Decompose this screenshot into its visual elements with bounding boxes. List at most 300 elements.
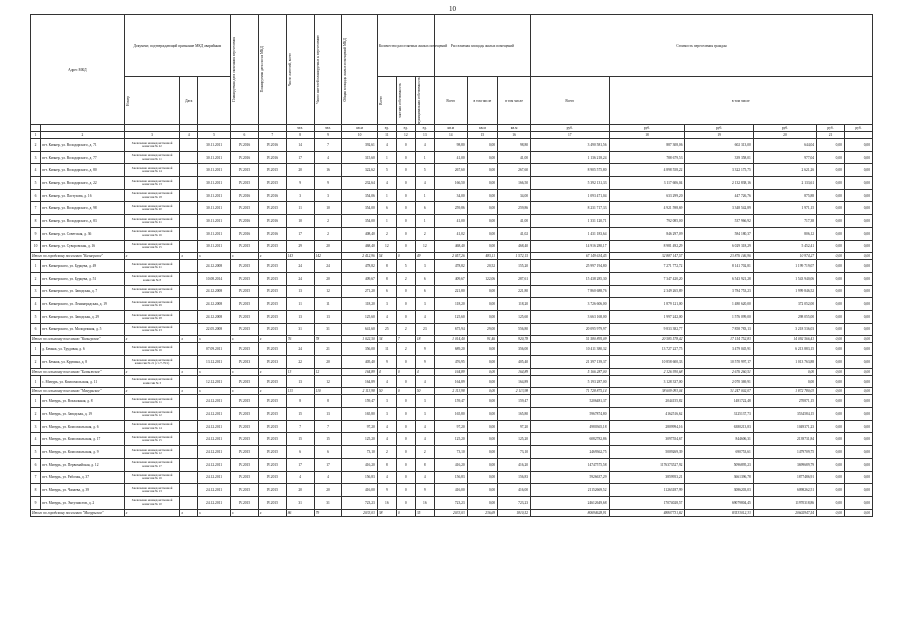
cell-ct: 15 438 285,30 [531, 272, 609, 285]
cell-c4: 0,00 [817, 253, 845, 260]
cell-at: 41,00 [434, 215, 467, 228]
cell-demol: IV.2015 [258, 343, 286, 356]
cell-num [180, 151, 198, 164]
cell-area: 392,61 [342, 139, 377, 152]
cell-date: 13.12.2011 [198, 356, 231, 369]
cell-c1: 2809994,16 [609, 420, 685, 433]
column-number: 1 [31, 132, 41, 139]
cell-addr: пгт. Мичурь, ул. Энтузиастов, д. 2 [41, 496, 125, 509]
cell-res2: 20 [314, 484, 342, 497]
cell-num [180, 189, 198, 202]
cell-plan: IV.2015 [231, 433, 259, 446]
cell-num [180, 202, 198, 215]
cell-plan: IV.2015 [231, 471, 259, 484]
cell-at: 478,82 [434, 260, 467, 273]
unit-cell: кв.м [342, 125, 377, 132]
table-header [31, 15, 873, 139]
cell-res2: 31 [314, 323, 342, 336]
cell-c2: 5096895,23 [685, 458, 753, 471]
cell-doc: Заключение межведомственной комиссии № 21 (с 1/7-79/1) [124, 356, 180, 369]
cell-ap: 0,00 [467, 139, 497, 152]
cell-c4: 0,00 [817, 240, 845, 253]
table-row [31, 227, 873, 240]
cell-plan: IV.2015 [231, 458, 259, 471]
cell-doc: Заключение межведомственной комиссии № 28 [124, 310, 180, 323]
cell-plan: IV.2015 [231, 177, 259, 190]
cell-c1: 1 879 121,00 [609, 298, 685, 311]
header-cost-total: Всего [531, 77, 609, 125]
column-number: 14 [434, 132, 467, 139]
cell-doc: Заключение межведомственной комиссии № 14 [124, 420, 180, 433]
cell-plan: IV.2015 [231, 240, 259, 253]
cell-am: 156,83 [498, 471, 531, 484]
cell-n: 4 [31, 433, 41, 446]
cell-rp: 0 [396, 471, 415, 484]
unit-cell: кв.м [467, 125, 497, 132]
cell-rt: 1 [377, 151, 396, 164]
cell-rm: 4 [415, 368, 434, 375]
cell-am: 405,40 [498, 356, 531, 369]
cell-c3: 5 452,41 [753, 240, 816, 253]
cell-plan: IV.2015 [231, 202, 259, 215]
cell-demol: IV.2015 [258, 285, 286, 298]
cell-label: Итого по городскому поселению "Кизнерское" [31, 253, 125, 260]
cell-rm: 12 [415, 240, 434, 253]
cell-n: 5 [31, 177, 41, 190]
cell-ct: 2469362,75 [531, 446, 609, 459]
cell-ap: 122,06 [467, 272, 497, 285]
cell-c3: 6098262,51 [753, 484, 816, 497]
cell-area: 356,00 [342, 343, 377, 356]
header-rooms-group: Количество расселяемых жилых помещений [377, 15, 434, 77]
cell-rt: 25 [377, 323, 396, 336]
cell-date: 07.09.2011 [198, 343, 231, 356]
table-row [31, 310, 873, 323]
cell-rm: 9 [415, 343, 434, 356]
column-number: 21 [817, 132, 845, 139]
cell-c5: 0,00 [844, 139, 872, 152]
cell-c5: 0,00 [844, 202, 872, 215]
cell-res: 20 [286, 164, 314, 177]
table-row [31, 139, 873, 152]
cell-area: 165,80 [342, 408, 377, 421]
cell-ct: 3 490 581,56 [531, 139, 609, 152]
cell-c2: 537 966,92 [685, 215, 753, 228]
header-rooms-private: частная собственность [397, 83, 402, 118]
cell-rt: 16 [377, 496, 396, 509]
cell-addr: пгт. Кизнерского, ул. Бурцева, д. 49 [41, 260, 125, 273]
cell-c4: 0,00 [817, 260, 845, 273]
cell-rp: 0 [396, 298, 415, 311]
unit-cell: чел. [314, 125, 342, 132]
cell-am: 416,20 [498, 458, 531, 471]
cell-c2: 3 322 175,75 [685, 164, 753, 177]
cell-at: 476,95 [434, 356, 467, 369]
cell-rt: 6 [377, 202, 396, 215]
table-row [31, 240, 873, 253]
cell-plan: x [231, 336, 259, 343]
cell-num [180, 177, 198, 190]
column-number: 2 [41, 132, 125, 139]
cell-area: 2 412,96 [342, 253, 377, 260]
cell-at: 34,00 [434, 189, 467, 202]
cell-n: 6 [31, 323, 41, 336]
cell-res2: 4 [314, 151, 342, 164]
cell-date: 12.12.2011 [198, 375, 231, 388]
cell-rp: 0 [396, 395, 415, 408]
cell-c4: 0,00 [817, 139, 845, 152]
cell-n: 4 [31, 164, 41, 177]
cell-c5: 0,00 [844, 395, 872, 408]
cell-c2: 1481722,48 [685, 395, 753, 408]
cell-c2: 2 132 838,16 [685, 177, 753, 190]
column-number: 5 [198, 132, 231, 139]
cell-ct: 5 193 287,00 [531, 375, 609, 388]
cell-c5: 0,00 [844, 471, 872, 484]
cell-num: x [180, 253, 198, 260]
cell-num [180, 484, 198, 497]
header-area-municipal: в том числе [498, 77, 531, 125]
cell-c5: 0,00 [844, 484, 872, 497]
cell-c1: 3097554,67 [609, 433, 685, 446]
cell-c3: 1479709,75 [753, 446, 816, 459]
cell-doc: Заключение межведомственной комиссии № 21 [124, 260, 180, 273]
cell-ap: 0,00 [467, 298, 497, 311]
cell-res: 9 [286, 177, 314, 190]
cell-c3: 977,04 [753, 151, 816, 164]
cell-doc: Заключение межведомственной комиссии № 13 [124, 177, 180, 190]
cell-am: 920,78 [498, 336, 531, 343]
cell-rt: 1 [377, 215, 396, 228]
cell-c3: 3699689,79 [753, 458, 816, 471]
cell-am: 73,10 [498, 446, 531, 459]
cell-demol: IV.2015 [258, 484, 286, 497]
cell-c1: 7 347 420,20 [609, 272, 685, 285]
cell-demol: IV.2015 [258, 202, 286, 215]
cell-addr: пгт. Кизнер, ул. Володарского, д. 98 [41, 202, 125, 215]
cell-am: 165,80 [498, 408, 531, 421]
cell-rm: 9 [415, 356, 434, 369]
cell-rt: 9 [377, 356, 396, 369]
cell-c2: 10 570 997,17 [685, 356, 753, 369]
header-doc-date: Дата [180, 77, 198, 125]
cell-c5: 0,00 [844, 388, 872, 395]
cell-c3: 1 971,15 [753, 202, 816, 215]
cell-n: 2 [31, 408, 41, 421]
cell-doc: Заключение межведомственной комиссии № 20 [124, 202, 180, 215]
cell-c4: 0,00 [817, 272, 845, 285]
cell-res: 31 [286, 323, 314, 336]
cell-res: 22 [286, 356, 314, 369]
cell-demol: x [258, 509, 286, 516]
cell-doc: x [124, 253, 180, 260]
cell-demol: IV.2015 [258, 496, 286, 509]
cell-c2: 83533012,33 [685, 509, 753, 516]
cell-n: 2 [31, 356, 41, 369]
cell-ct: 1 093 471,04 [531, 189, 609, 202]
cell-rm: 3 [415, 408, 434, 421]
cell-ap: 0,00 [467, 240, 497, 253]
cell-am: 287,61 [498, 272, 531, 285]
cell-c2: 690753,61 [685, 446, 753, 459]
cell-am: 259,86 [498, 202, 531, 215]
cell-demol: IV.2015 [258, 260, 286, 273]
cell-demol: x [258, 388, 286, 395]
cell-rt: 50 [377, 388, 396, 395]
cell-num: x [180, 368, 198, 375]
cell-c3: 644,04 [753, 139, 816, 152]
cell-res2: 11 [314, 298, 342, 311]
cell-rm: 49 [415, 253, 434, 260]
cell-c4: 0,00 [817, 484, 845, 497]
cell-demol: x [258, 336, 286, 343]
cell-area: 159,47 [342, 395, 377, 408]
cell-rt: 2 [377, 227, 396, 240]
cell-c1: 788 679,53 [609, 151, 685, 164]
cell-ct: 14 916 280,17 [531, 240, 609, 253]
table-row [31, 189, 873, 202]
cell-res2: 13 [314, 310, 342, 323]
cell-ct: 5 392 131,33 [531, 177, 609, 190]
unit-cell: руб. [531, 125, 609, 132]
column-numbers-row [31, 132, 873, 139]
cell-plan: IV.2015 [231, 323, 259, 336]
cell-c3: 20602947,54 [753, 509, 816, 516]
cell-rt: 9 [377, 484, 396, 497]
cell-res2: 142 [314, 253, 342, 260]
cell-rm: 1 [415, 215, 434, 228]
cell-date: 30.11.2011 [198, 227, 231, 240]
cell-ap: 29,00 [467, 323, 497, 336]
cell-n: 2 [31, 272, 41, 285]
cell-ap: 0,00 [467, 420, 497, 433]
header-residents-to-resettle: Число жителей планируемых к переселению [315, 35, 320, 104]
cell-c2: 6 543 921,28 [685, 272, 753, 285]
cell-rt: 34 [377, 336, 396, 343]
cell-addr: пгт. Кизнерского, ул. Молодежная, д. 5 [41, 323, 125, 336]
cell-rm: 4 [415, 139, 434, 152]
cell-c5: 0,00 [844, 298, 872, 311]
header-planned-end-date: Планируемая дата окончания переселения [232, 37, 237, 102]
cell-c1: 4 921 598,69 [609, 202, 685, 215]
cell-n: 7 [31, 471, 41, 484]
cell-am: 468,40 [498, 240, 531, 253]
table-row [31, 471, 873, 484]
cell-plan: IV.2015 [231, 343, 259, 356]
cell-addr: пгт. Мичурь, ул. Заводская, д. 19 [41, 408, 125, 421]
cell-rp: 2 [396, 343, 415, 356]
cell-rp: 0 [396, 227, 415, 240]
cell-plan: IV.2015 [231, 408, 259, 421]
cell-am: 125,60 [498, 310, 531, 323]
cell-am: 34,00 [498, 189, 531, 202]
cell-res: 76 [286, 336, 314, 343]
cell-res: 86 [286, 509, 314, 516]
cell-c2: 3 348 542,89 [685, 202, 753, 215]
table-row [31, 323, 873, 336]
cell-c4: 0,00 [817, 471, 845, 484]
cell-plan: IV.2016 [231, 227, 259, 240]
cell-res: 8 [286, 395, 314, 408]
cell-addr: пгт. Кизнер, ул. Суворовская, д. 16 [41, 240, 125, 253]
cell-am: 97,20 [498, 420, 531, 433]
cell-plan: x [231, 509, 259, 516]
cell-c4: 0,00 [817, 388, 845, 395]
cell-res: 113 [286, 388, 314, 395]
cell-rt: 8 [377, 458, 396, 471]
cell-c3: 14 092 566,41 [753, 336, 816, 343]
cell-at: 2 057,26 [434, 253, 467, 260]
unit-cell: руб. [817, 125, 845, 132]
cell-rt: 3 [377, 298, 396, 311]
cell-am: 2 113,98 [498, 388, 531, 395]
cell-demol: IV.2016 [258, 139, 286, 152]
cell-ct: 51 580 895,09 [531, 336, 609, 343]
cell-ap: 0,00 [467, 433, 497, 446]
cell-rm: 9 [415, 484, 434, 497]
unit-cell: руб. [609, 125, 685, 132]
cell-label: Итого по сельскому поселению "Бемыжское" [31, 368, 125, 375]
cell-rm: 2 [415, 446, 434, 459]
cell-res: 29 [286, 240, 314, 253]
cell-ap: 0,00 [467, 375, 497, 388]
cell-at: 416,20 [434, 458, 467, 471]
cell-rm: 4 [415, 177, 434, 190]
cell-c2: 584 180,37 [685, 227, 753, 240]
cell-date: 30.11.2011 [198, 177, 231, 190]
header-rooms-total: Всего [378, 96, 383, 105]
column-number: 12 [396, 132, 415, 139]
cell-plan: IV.2016 [231, 151, 259, 164]
cell-res: 143 [286, 253, 314, 260]
cell-c4: 0,00 [817, 177, 845, 190]
cell-res: 15 [286, 408, 314, 421]
cell-doc: Заключение межведомственной комиссии № 21 [124, 215, 180, 228]
header-doc-number: Номер [125, 95, 130, 106]
cell-res: 7 [286, 420, 314, 433]
cell-c3: 2 133,61 [753, 177, 816, 190]
cell-addr: пгт. Кизнер, ул. Пастухова, д. 16 [41, 189, 125, 202]
cell-rt: 5 [377, 164, 396, 177]
cell-c2: 339 358,01 [685, 151, 753, 164]
cell-c3: 717,38 [753, 215, 816, 228]
cell-n: 6 [31, 189, 41, 202]
cell-rm: 6 [415, 272, 434, 285]
column-number: 6 [231, 132, 259, 139]
cell-date: 24.12.2011 [198, 458, 231, 471]
cell-c4: 0,00 [817, 433, 845, 446]
cell-date: x [198, 368, 231, 375]
cell-num: x [180, 388, 198, 395]
cell-num [180, 240, 198, 253]
cell-area: 73,10 [342, 446, 377, 459]
cell-c1: 887 308,06 [609, 139, 685, 152]
cell-date: 24.12.2011 [198, 420, 231, 433]
cell-c2: 3 479 045,91 [685, 343, 753, 356]
cell-label: Итого по сельскому поселению "Кизнерское" [31, 336, 125, 343]
cell-doc: Заключение межведомственной комиссии № 29 [124, 298, 180, 311]
cell-ct: 5967874,80 [531, 408, 609, 421]
cell-am: 41,00 [498, 215, 531, 228]
cell-rt: 38 [377, 509, 396, 516]
cell-res2: 12 [314, 375, 342, 388]
cell-num [180, 420, 198, 433]
cell-demol: IV.2015 [258, 446, 286, 459]
column-number: 13 [415, 132, 434, 139]
cell-num [180, 272, 198, 285]
cell-plan: IV.2015 [231, 496, 259, 509]
cell-demol: x [258, 253, 286, 260]
cell-ap: 0,00 [467, 177, 497, 190]
cell-area: 354,06 [342, 189, 377, 202]
cell-res2: 12 [314, 368, 342, 375]
column-number: 3 [124, 132, 180, 139]
cell-date: 24.12.2011 [198, 395, 231, 408]
cell-ap: 485,11 [467, 253, 497, 260]
cell-rp: 5 [396, 260, 415, 273]
cell-c3: 0,00 [753, 368, 816, 375]
cell-addr: пгт. Мичурь, ул. Комсомольская, д. 6 [41, 420, 125, 433]
cell-n: 7 [31, 202, 41, 215]
cell-res: 4 [286, 471, 314, 484]
cell-date: 24.12.2008 [198, 260, 231, 273]
cell-area: 322,62 [342, 164, 377, 177]
cell-addr: пгт. Кизнер, ул. Советская, д. 36 [41, 227, 125, 240]
resettlement-register-table [30, 14, 873, 517]
cell-area: 118,20 [342, 298, 377, 311]
cell-ct: 3 663 168,00 [531, 310, 609, 323]
cell-c5: 0,00 [844, 272, 872, 285]
cell-c5: 0,00 [844, 227, 872, 240]
cell-rp: 0 [396, 408, 415, 421]
cell-ap: 20,52 [467, 260, 497, 273]
cell-c3: 1 013 763,88 [753, 356, 816, 369]
cell-rt: 1 [377, 189, 396, 202]
cell-demol: IV.2016 [258, 215, 286, 228]
cell-ap: 0,00 [467, 496, 497, 509]
cell-c3: 2 621,26 [753, 164, 816, 177]
cell-ct: 20 095 979,97 [531, 323, 609, 336]
cell-ct: 24612649,68 [531, 496, 609, 509]
cell-c5: 0,00 [844, 458, 872, 471]
cell-c4: 0,00 [817, 395, 845, 408]
cell-date: 30.11.2011 [198, 215, 231, 228]
cell-res2: 20 [314, 272, 342, 285]
cell-ap: 0,00 [467, 368, 497, 375]
cell-c1: 4162516,62 [609, 408, 685, 421]
cell-n: 8 [31, 484, 41, 497]
cell-num [180, 227, 198, 240]
cell-c4: 0,00 [817, 408, 845, 421]
cell-res2: 12 [314, 285, 342, 298]
cell-demol: IV.2016 [258, 189, 286, 202]
cell-rm: 50 [415, 388, 434, 395]
cell-c3: 1877486,91 [753, 471, 816, 484]
cell-plan: IV.2015 [231, 285, 259, 298]
subtotal-row [31, 336, 873, 343]
cell-plan: x [231, 388, 259, 395]
cell-n: 5 [31, 446, 41, 459]
cell-c5: 0,00 [844, 356, 872, 369]
cell-c5: 0,00 [844, 285, 872, 298]
cell-am: 356,00 [498, 343, 531, 356]
cell-res: 17 [286, 151, 314, 164]
cell-area: 416,00 [342, 484, 377, 497]
cell-num [180, 215, 198, 228]
header-cost-by-source: в том числе [609, 77, 872, 125]
cell-n: 5 [31, 310, 41, 323]
header-rooms-municipal: муниципальная собственность [416, 77, 421, 125]
